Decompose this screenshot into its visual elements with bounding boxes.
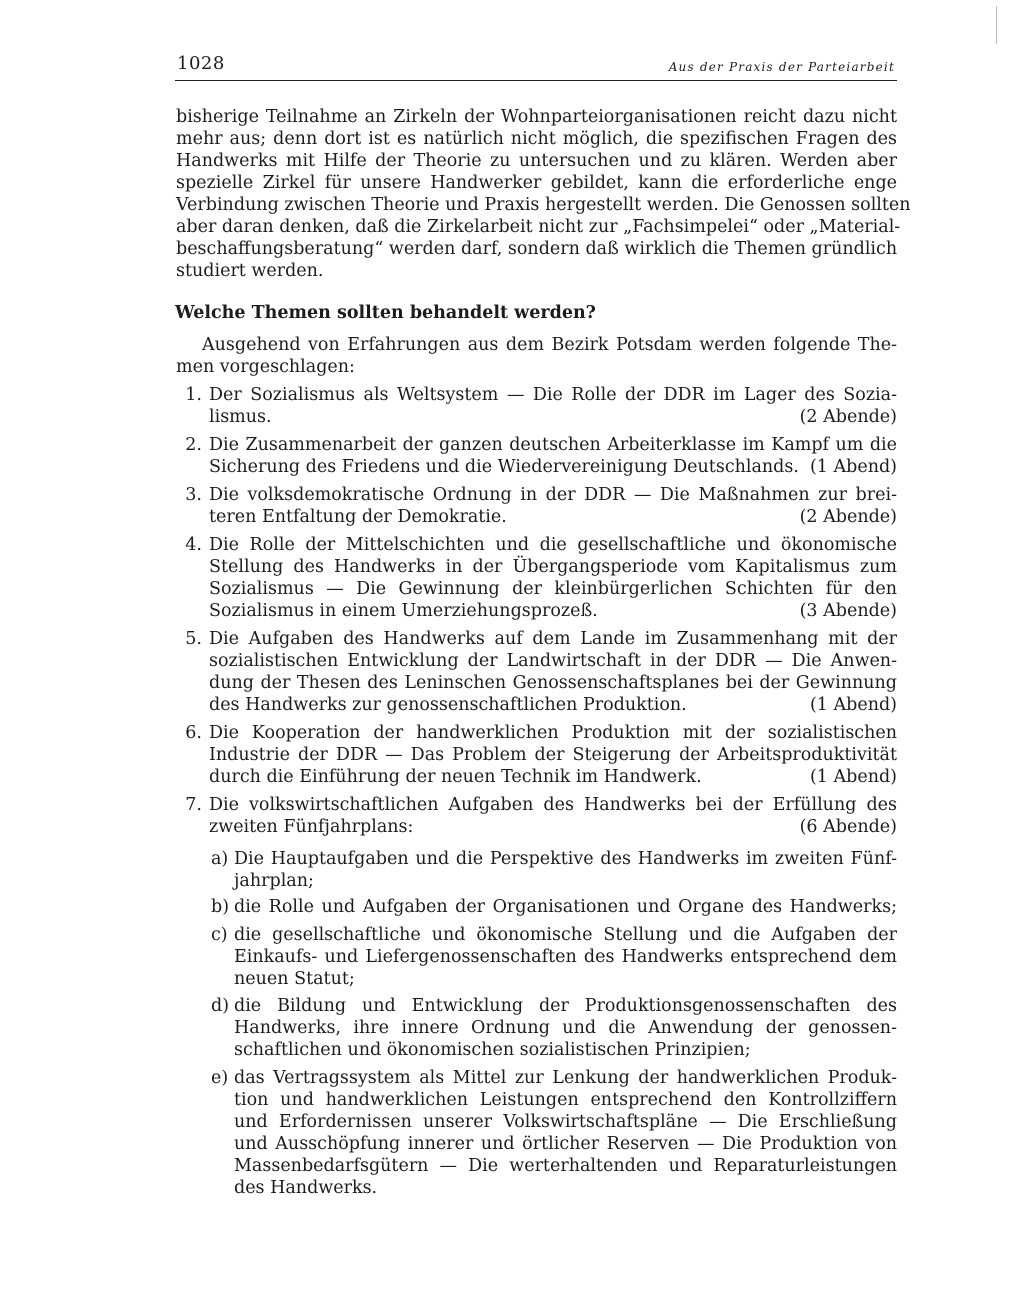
sub-item-label: e) <box>211 1068 229 1088</box>
item-line: des Handwerks zur genossenschaftlichen Produktion. <box>209 695 687 715</box>
item-line: Die Kooperation der handwerklichen Produktion mit der sozialistischen <box>209 723 897 743</box>
sub-item-line: Massenbedarfsgütern — Die werterhaltenden und Reparaturleistungen <box>234 1156 897 1176</box>
item-line: sozialistischen Entwicklung der Landwirtschaft in der DDR — Die Anwen- <box>209 651 897 671</box>
sub-item-line: die Bildung und Entwicklung der Produktionsgenossenschaften des <box>234 996 897 1016</box>
item-line: lismus. <box>209 407 272 427</box>
item-line: zweiten Fünfjahrplans: <box>209 817 414 837</box>
text-line: spezielle Zirkel für unsere Handwerker gebildet, kann die erforderliche enge <box>176 173 897 193</box>
item-line: dung der Thesen des Leninschen Genossenschaftsplanes bei der Gewinnung <box>209 673 897 693</box>
sub-item-line: jahrplan; <box>234 871 314 891</box>
page-header <box>175 52 897 81</box>
sub-item-line: und Erfordernissen unserer Volkswirtschaftspläne — Die Erschließung <box>234 1112 897 1132</box>
item-note: (1 Abend) <box>809 767 897 787</box>
item-note: (2 Abende) <box>799 507 897 527</box>
item-note: (1 Abend) <box>809 457 897 477</box>
item-line: Die volkswirtschaftlichen Aufgaben des Handwerks bei der Erfüllung des <box>209 795 897 815</box>
text-line: men vorgeschlagen: <box>176 357 355 377</box>
sub-item-line: die gesellschaftliche und ökonomische Stellung und die Aufgaben der <box>234 925 897 945</box>
item-number: 6. <box>185 723 202 743</box>
sub-item-line: und Ausschöpfung innerer und örtlicher Reserven — Die Produktion von <box>234 1134 897 1154</box>
scan-edge-mark <box>996 6 997 44</box>
text-line: mehr aus; denn dort ist es natürlich nicht möglich, die spezifischen Fragen des <box>176 129 897 149</box>
text-line: Ausgehend von Erfahrungen aus dem Bezirk Potsdam werden folgende The- <box>202 335 897 355</box>
sub-item-line: die Rolle und Aufgaben der Organisationen und Organe des Handwerks; <box>234 897 897 917</box>
item-line: Die volksdemokratische Ordnung in der DDR — Die Maßnahmen zur brei- <box>209 485 897 505</box>
item-line: Stellung des Handwerks in der Übergangsperiode vom Kapitalismus zum <box>209 557 897 577</box>
item-line: Industrie der DDR — Das Problem der Steigerung der Arbeitsproduktivität <box>209 745 897 765</box>
sub-item-line: das Vertragssystem als Mittel zur Lenkung der handwerklichen Produk- <box>234 1068 897 1088</box>
item-line: Sicherung des Friedens und die Wiedervereinigung Deutschlands. <box>209 457 799 477</box>
sub-item-line: Einkaufs- und Liefergenossenschaften des Handwerks entsprechend dem <box>234 947 897 967</box>
item-number: 1. <box>185 385 202 405</box>
sub-item-label: d) <box>211 996 230 1016</box>
sub-item-line: Handwerks, ihre innere Ordnung und die Anwendung der genossen- <box>234 1018 897 1038</box>
item-line: Die Zusammenarbeit der ganzen deutschen Arbeiterklasse im Kampf um die <box>209 435 897 455</box>
item-line: Der Sozialismus als Weltsystem — Die Rolle der DDR im Lager des Sozia- <box>209 385 897 405</box>
sub-item-label: a) <box>211 849 229 869</box>
sub-item-line: tion und handwerklichen Leistungen entsprechend den Kontrollziffern <box>234 1090 897 1110</box>
sub-item-line: Die Hauptaufgaben und die Perspektive des Handwerks im zweiten Fünf- <box>234 849 897 869</box>
sub-item-line: schaftlichen und ökonomischen sozialistischen Prinzipien; <box>234 1040 751 1060</box>
page-number: 1028 <box>177 53 225 74</box>
item-line: Die Aufgaben des Handwerks auf dem Lande im Zusammenhang mit der <box>209 629 897 649</box>
text-line: beschaffungsberatung“ werden darf, sondern daß wirklich die Themen gründlich <box>176 239 898 259</box>
text-line: bisherige Teilnahme an Zirkeln der Wohnparteiorganisationen reicht dazu nicht <box>176 107 897 127</box>
sub-item-line: des Handwerks. <box>234 1178 378 1198</box>
item-note: (3 Abende) <box>799 601 897 621</box>
text-line: aber daran denken, daß die Zirkelarbeit nicht zur „Fachsimpelei“ oder „Material- <box>176 217 901 237</box>
item-number: 7. <box>185 795 202 815</box>
item-note: (1 Abend) <box>809 695 897 715</box>
item-number: 2. <box>185 435 202 455</box>
sub-item-line: neuen Statut; <box>234 969 355 989</box>
text-line: studiert werden. <box>176 261 324 281</box>
sub-item-label: c) <box>211 925 228 945</box>
item-line: Die Rolle der Mittelschichten und die gesellschaftliche und ökonomische <box>209 535 897 555</box>
item-note: (6 Abende) <box>799 817 897 837</box>
running-head: Aus der Praxis der Parteiarbeit <box>668 60 895 74</box>
item-number: 3. <box>185 485 202 505</box>
sub-item-label: b) <box>211 897 230 917</box>
item-line: durch die Einführung der neuen Technik im Handwerk. <box>209 767 702 787</box>
item-line: Sozialismus in einem Umerziehungsprozeß. <box>209 601 598 621</box>
item-number: 4. <box>185 535 202 555</box>
text-line: Handwerks mit Hilfe der Theorie zu untersuchen und zu klären. Werden aber <box>176 151 897 171</box>
section-heading: Welche Themen sollten behandelt werden? <box>175 303 596 323</box>
item-number: 5. <box>185 629 202 649</box>
item-line: teren Entfaltung der Demokratie. <box>209 507 507 527</box>
item-line: Sozialismus — Die Gewinnung der kleinbürgerlichen Schichten für den <box>209 579 897 599</box>
text-line: Verbindung zwischen Theorie und Praxis hergestellt werden. Die Genossen sollten <box>176 195 911 215</box>
item-note: (2 Abende) <box>799 407 897 427</box>
